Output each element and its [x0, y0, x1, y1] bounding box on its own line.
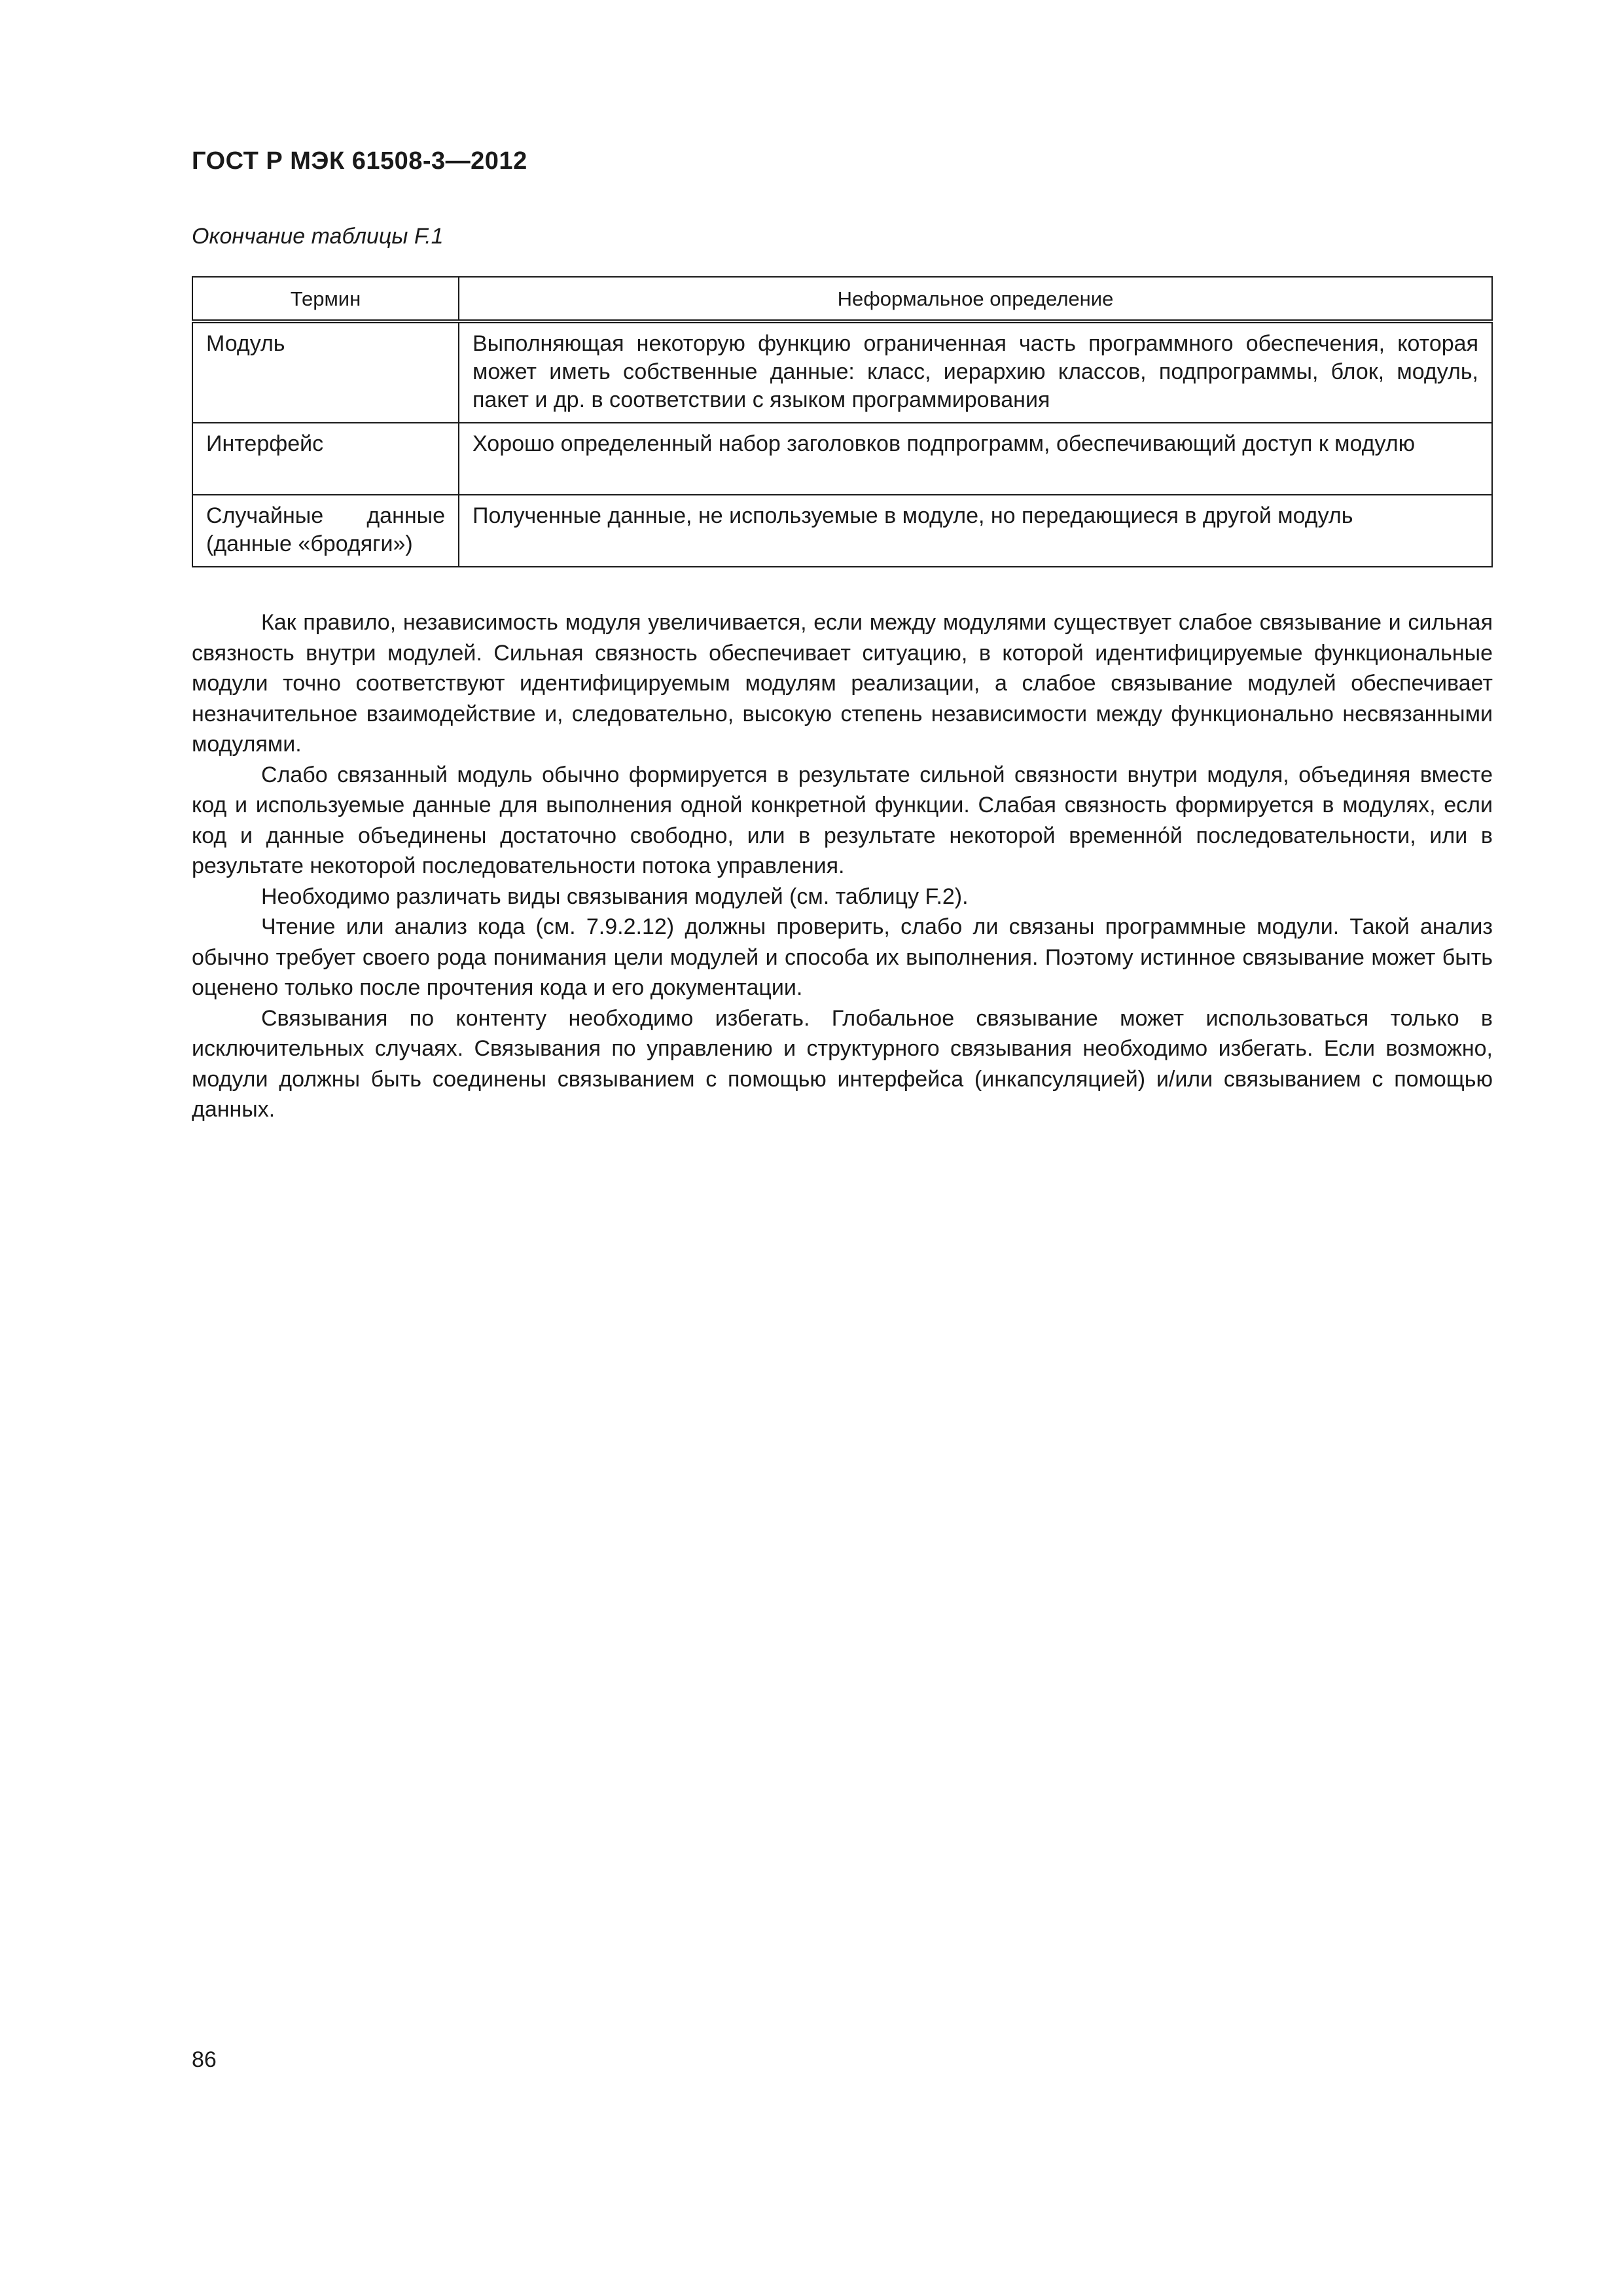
definition-cell: Выполняющая некоторую функцию ограниченная часть программного обеспечения, которая может иметь собственные данные: класс, иерархию классов, подпрограммы, блок, модуль, пакет и др. в соответствии с языком программирования: [459, 321, 1492, 423]
body-text: [192, 607, 1493, 1125]
paragraph: Связывания по контенту необходимо избегать. Глобальное связывание может использоваться только в исключительных случаях. Связывания по управлению и структурного связывания необходимо избегать. Если возможно, модули должны быть соединены связыванием с помощью интерфейса (инкапсуляцией) и/или связыванием с помощью данных.: [192, 1005, 1493, 1122]
table-header-row: [192, 277, 1492, 321]
paragraph: Необходимо различать виды связывания модулей (см. таблицу F.2).: [261, 884, 969, 909]
document-header: ГОСТ Р МЭК 61508-3—2012: [192, 147, 527, 175]
table-row: [192, 321, 1492, 423]
paragraph: Чтение или анализ кода (см. 7.9.2.12) должны проверить, слабо ли связаны программные модули. Такой анализ обычно требует своего рода понимания цели модулей и способа их выполнения. Поэтому истинное связывание может быть оценено только после прочтения кода и его документации.: [192, 914, 1493, 1000]
definitions-table: [192, 276, 1493, 567]
column-header-term: Термин: [192, 277, 459, 321]
table-row: [192, 423, 1492, 495]
table-caption: Окончание таблицы F.1: [192, 224, 444, 249]
term-cell: Интерфейс: [192, 423, 459, 495]
page-number: 86: [192, 2047, 217, 2072]
column-header-definition: Неформальное определение: [459, 277, 1492, 321]
definition-cell: Хорошо определенный набор заголовков подпрограмм, обеспечивающий доступ к модулю: [459, 423, 1492, 495]
definition-cell: Полученные данные, не используемые в модуле, но передающиеся в другой модуль: [459, 495, 1492, 567]
table-row: [192, 495, 1492, 567]
paragraph: Слабо связанный модуль обычно формируется в результате сильной связности внутри модуля, объединяя вместе код и используемые данные для выполнения одной конкретной функции. Слабая связность формируется в модулях, если код и данные объединены достаточно свободно, или в результате некоторой временно́й последовательности, или в результате некоторой последовательности потока управления.: [192, 762, 1493, 878]
term-cell: Модуль: [192, 321, 459, 423]
paragraph: Как правило, независимость модуля увеличивается, если между модулями существует слабое связывание и сильная связность внутри модулей. Сильная связность обеспечивает ситуацию, в которой идентифицируемые функциональные модули точно соответствуют идентифицируемым модулям реализации, а слабое связывание модулей обеспечивает незначительное взаимодействие и, следовательно, высокую степень независимости между функционально несвязанными модулями.: [192, 610, 1493, 757]
term-cell: Случайные данные (данные «бродяги»): [192, 495, 459, 567]
